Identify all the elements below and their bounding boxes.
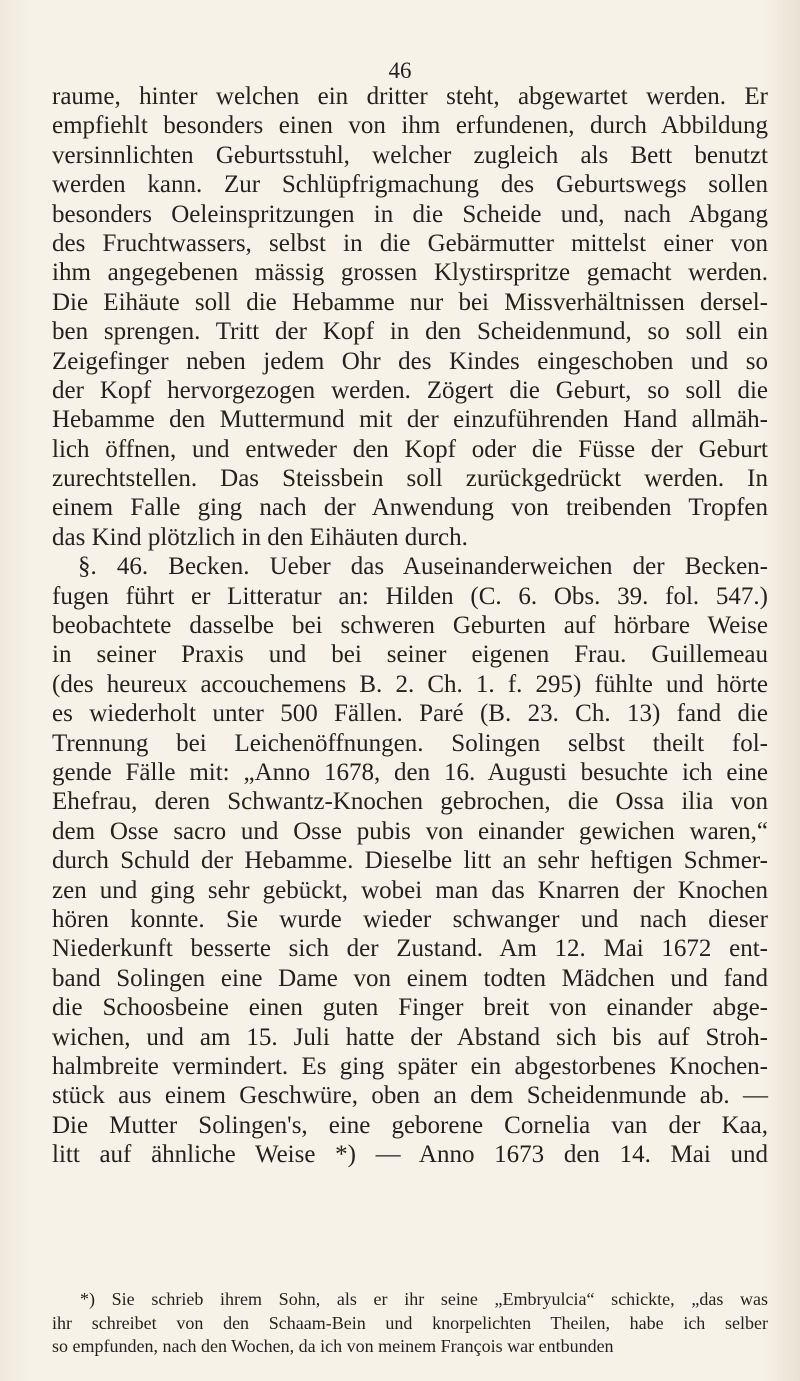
text-line: es wiederholt unter 500 Fällen. Paré (B. 23. Ch. 13) fand die	[52, 700, 768, 728]
text-line: des Fruchtwassers, selbst in die Gebärmutter mittelst einer von	[52, 229, 768, 257]
footnote-line: *) Sie schrieb ihrem Sohn, als er ihr seine „Embryulcia“ schickte, „das was	[80, 1289, 768, 1309]
text-line: Die Mutter Solingen's, eine geborene Cornelia van der Kaa,	[52, 1111, 768, 1139]
text-line: Die Eihäute soll die Hebamme nur bei Missverhältnissen dersel-	[52, 288, 768, 316]
footnote-line: so empfunden, nach den Wochen, da ich von meinem François war entbunden	[52, 1336, 614, 1356]
text-line: dem Osse sacro und Osse pubis von einander gewichen waren,“	[52, 817, 768, 845]
main-text	[52, 82, 768, 1169]
text-line: band Solingen eine Dame von einem todten Mädchen und fand	[52, 964, 768, 992]
text-line: in seiner Praxis und bei seiner eigenen Frau. Guillemeau	[52, 641, 768, 669]
page-number: 46	[388, 58, 412, 83]
text-line: werden kann. Zur Schlüpfrigmachung des Geburtswegs sollen	[52, 171, 768, 199]
text-line: das Kind plötzlich in den Eihäuten durch.	[52, 523, 468, 551]
text-line: besonders Oeleinspritzungen in die Scheide und, nach Abgang	[52, 200, 768, 228]
text-line: ben sprengen. Tritt der Kopf in den Scheidenmund, so soll ein	[52, 318, 768, 346]
text-line: zurechtstellen. Das Steissbein soll zurückgedrückt werden. In	[52, 465, 768, 493]
text-line: Zeigefinger neben jedem Ohr des Kindes eingeschoben und so	[52, 347, 768, 375]
text-line: halmbreite vermindert. Es ging später ein abgestorbenes Knochen-	[52, 1052, 768, 1080]
text-line: stück aus einem Geschwüre, oben an dem Scheidenmunde ab. —	[52, 1082, 768, 1110]
text-line: hören konnte. Sie wurde wieder schwanger und nach dieser	[52, 905, 768, 933]
text-line: der Kopf hervorgezogen werden. Zögert die Geburt, so soll die	[52, 376, 768, 404]
footnote	[52, 1288, 768, 1359]
text-line: lich öffnen, und entweder den Kopf oder die Füsse der Geburt	[52, 435, 768, 463]
text-line: zen und ging sehr gebückt, wobei man das Knarren der Knochen	[52, 876, 768, 904]
text-line: die Schoosbeine einen guten Finger breit von einander abge-	[52, 994, 768, 1022]
text-line: ihm angegebenen mässig grossen Klystirspritze gemacht werden.	[52, 259, 768, 287]
text-line: empfiehlt besonders einen von ihm erfundenen, durch Abbildung	[52, 112, 768, 140]
text-line: Ehefrau, deren Schwantz-Knochen gebrochen, die Ossa ilia von	[52, 788, 768, 816]
text-line: Niederkunft besserte sich der Zustand. Am 12. Mai 1672 ent-	[52, 935, 768, 963]
text-line: fugen führt er Litteratur an: Hilden (C. 6. Obs. 39. fol. 547.)	[52, 582, 768, 610]
text-line: gende Fälle mit: „Anno 1678, den 16. Augusti besuchte ich eine	[52, 758, 768, 786]
text-line: Trennung bei Leichenöffnungen. Solingen selbst theilt fol-	[52, 729, 768, 757]
text-line: versinnlichten Geburtsstuhl, welcher zugleich als Bett benutzt	[52, 141, 768, 169]
text-line: wichen, und am 15. Juli hatte der Abstand sich bis auf Stroh-	[52, 1023, 768, 1051]
text-line: Hebamme den Muttermund mit der einzuführenden Hand allmäh-	[52, 406, 768, 434]
section-heading-line: §. 46. Becken. Ueber das Auseinanderweichen der Becken-	[78, 553, 768, 581]
text-line: einem Falle ging nach der Anwendung von treibenden Tropfen	[52, 494, 768, 522]
text-line: durch Schuld der Hebamme. Dieselbe litt an sehr heftigen Schmer-	[52, 847, 768, 875]
text-line: (des heureux accouchemens B. 2. Ch. 1. f. 295) fühlte und hörte	[52, 670, 768, 698]
footnote-line: ihr schreibet von den Schaam-Bein und knorpelichten Theilen, habe ich selber	[52, 1312, 768, 1333]
text-line: litt auf ähnliche Weise *) — Anno 1673 den 14. Mai und	[52, 1141, 768, 1169]
text-line: raume, hinter welchen ein dritter steht, abgewartet werden. Er	[52, 83, 768, 110]
text-line: beobachtete dasselbe bei schweren Geburten auf hörbare Weise	[52, 612, 768, 640]
